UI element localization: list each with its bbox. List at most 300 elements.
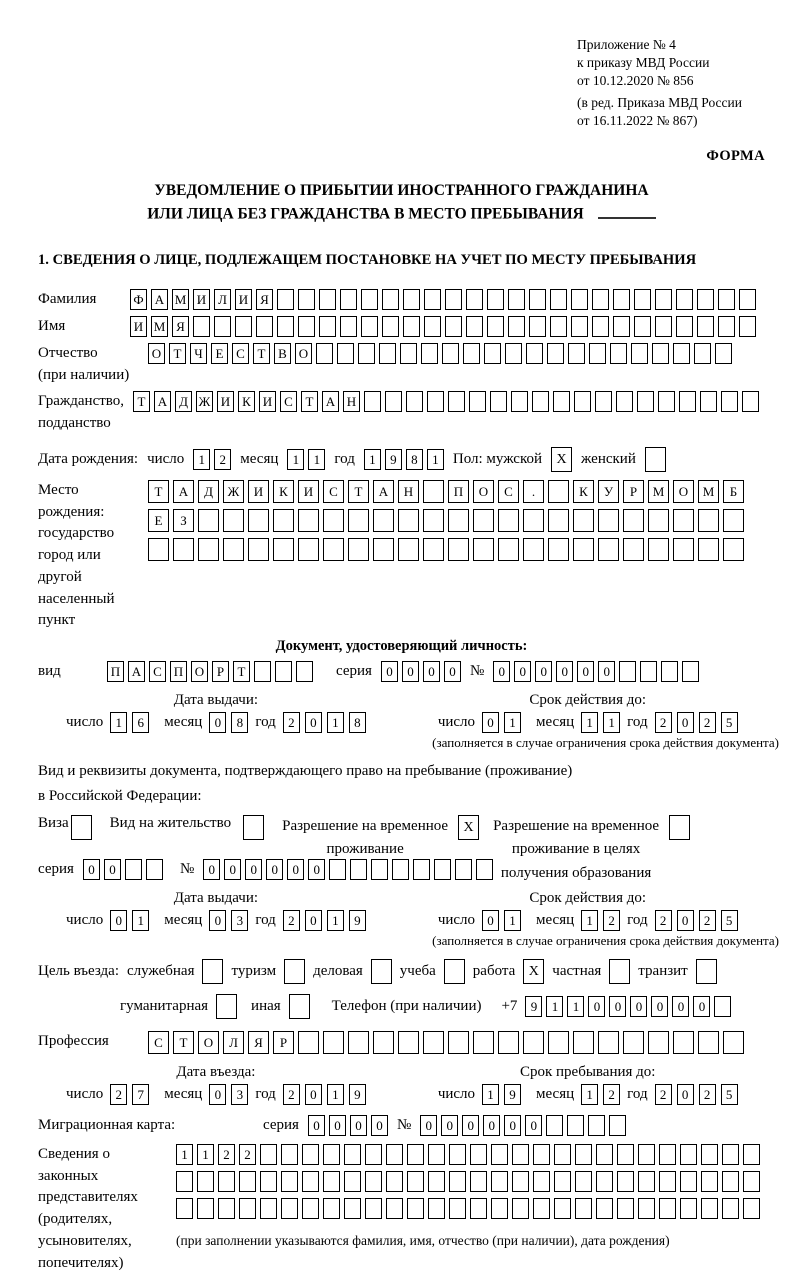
char-box[interactable]: 1 <box>504 712 521 733</box>
char-box[interactable]: 8 <box>406 449 423 470</box>
char-box[interactable] <box>298 538 319 561</box>
char-box[interactable] <box>358 343 375 364</box>
char-box[interactable] <box>613 316 630 337</box>
char-box[interactable]: Т <box>148 480 169 503</box>
char-box[interactable] <box>281 1198 298 1219</box>
char-box[interactable]: У <box>598 480 619 503</box>
char-box[interactable] <box>676 289 693 310</box>
char-box[interactable]: 0 <box>556 661 573 682</box>
char-box[interactable]: Ж <box>196 391 213 412</box>
char-box[interactable] <box>698 538 719 561</box>
char-box[interactable] <box>197 1198 214 1219</box>
char-box[interactable] <box>742 391 759 412</box>
char-box[interactable] <box>658 391 675 412</box>
char-box[interactable] <box>694 343 711 364</box>
char-box[interactable]: И <box>259 391 276 412</box>
char-box[interactable] <box>398 509 419 532</box>
char-box[interactable]: 8 <box>349 712 366 733</box>
char-box[interactable]: С <box>498 480 519 503</box>
char-box[interactable] <box>715 343 732 364</box>
char-box[interactable] <box>398 1031 419 1054</box>
char-box[interactable]: 0 <box>110 910 127 931</box>
char-box[interactable] <box>214 316 231 337</box>
char-box[interactable] <box>673 538 694 561</box>
char-box[interactable]: Я <box>172 316 189 337</box>
char-box[interactable] <box>239 1198 256 1219</box>
char-box[interactable]: М <box>648 480 669 503</box>
char-box[interactable] <box>739 289 756 310</box>
char-box[interactable] <box>256 316 273 337</box>
char-box[interactable] <box>273 509 294 532</box>
char-box[interactable]: 2 <box>699 712 716 733</box>
char-box[interactable]: 1 <box>110 712 127 733</box>
char-box[interactable] <box>473 509 494 532</box>
char-box[interactable] <box>546 1115 563 1136</box>
char-box[interactable]: Т <box>348 480 369 503</box>
char-box[interactable] <box>589 343 606 364</box>
char-box[interactable] <box>373 1031 394 1054</box>
char-box[interactable] <box>547 343 564 364</box>
char-box[interactable] <box>490 391 507 412</box>
char-box[interactable] <box>428 1171 445 1192</box>
char-box[interactable]: Л <box>223 1031 244 1054</box>
char-box[interactable]: 2 <box>603 910 620 931</box>
char-box[interactable] <box>239 1171 256 1192</box>
char-box[interactable]: 0 <box>441 1115 458 1136</box>
char-box[interactable] <box>631 343 648 364</box>
char-box[interactable] <box>673 343 690 364</box>
char-box[interactable] <box>344 1171 361 1192</box>
char-box[interactable] <box>526 343 543 364</box>
char-box[interactable] <box>198 509 219 532</box>
char-box[interactable] <box>698 1031 719 1054</box>
char-box[interactable] <box>616 391 633 412</box>
char-box[interactable]: 0 <box>482 910 499 931</box>
char-box[interactable] <box>463 343 480 364</box>
char-box[interactable]: 1 <box>427 449 444 470</box>
char-box[interactable]: 0 <box>308 859 325 880</box>
char-box[interactable]: 0 <box>83 859 100 880</box>
char-box[interactable]: Р <box>273 1031 294 1054</box>
char-box[interactable]: 0 <box>308 1115 325 1136</box>
char-box[interactable] <box>640 661 657 682</box>
char-box[interactable] <box>648 509 669 532</box>
char-box[interactable] <box>697 316 714 337</box>
char-box[interactable] <box>323 1171 340 1192</box>
char-box[interactable] <box>673 509 694 532</box>
char-box[interactable]: 3 <box>231 910 248 931</box>
char-box[interactable]: 0 <box>209 712 226 733</box>
purpose-work-checkbox[interactable]: X <box>523 959 544 984</box>
char-box[interactable] <box>403 316 420 337</box>
char-box[interactable] <box>623 1031 644 1054</box>
char-box[interactable]: Т <box>301 391 318 412</box>
char-box[interactable]: 0 <box>371 1115 388 1136</box>
char-box[interactable] <box>386 1144 403 1165</box>
trp-education-checkbox[interactable] <box>669 815 690 840</box>
char-box[interactable] <box>613 289 630 310</box>
char-box[interactable] <box>743 1144 760 1165</box>
char-box[interactable] <box>350 859 367 880</box>
purpose-official-checkbox[interactable] <box>202 959 223 984</box>
purpose-private-checkbox[interactable] <box>609 959 630 984</box>
char-box[interactable]: П <box>448 480 469 503</box>
char-box[interactable] <box>505 343 522 364</box>
char-box[interactable] <box>473 1031 494 1054</box>
char-box[interactable] <box>588 1115 605 1136</box>
char-box[interactable]: А <box>128 661 145 682</box>
char-box[interactable]: 0 <box>245 859 262 880</box>
char-box[interactable]: 2 <box>655 1084 672 1105</box>
char-box[interactable]: 2 <box>603 1084 620 1105</box>
char-box[interactable] <box>718 289 735 310</box>
char-box[interactable] <box>739 316 756 337</box>
char-box[interactable] <box>532 391 549 412</box>
char-box[interactable] <box>637 391 654 412</box>
char-box[interactable] <box>344 1144 361 1165</box>
char-box[interactable] <box>340 289 357 310</box>
char-box[interactable]: 0 <box>444 661 461 682</box>
char-box[interactable] <box>596 1144 613 1165</box>
char-box[interactable] <box>449 1198 466 1219</box>
char-box[interactable]: Ф <box>130 289 147 310</box>
char-box[interactable]: Т <box>133 391 150 412</box>
char-box[interactable] <box>445 316 462 337</box>
char-box[interactable]: К <box>273 480 294 503</box>
char-box[interactable] <box>553 391 570 412</box>
residence-permit-checkbox[interactable] <box>243 815 264 840</box>
char-box[interactable]: 0 <box>381 661 398 682</box>
char-box[interactable]: С <box>280 391 297 412</box>
char-box[interactable] <box>682 661 699 682</box>
char-box[interactable] <box>498 1031 519 1054</box>
char-box[interactable] <box>223 538 244 561</box>
char-box[interactable] <box>623 509 644 532</box>
char-box[interactable] <box>638 1198 655 1219</box>
char-box[interactable] <box>511 391 528 412</box>
char-box[interactable]: 2 <box>655 910 672 931</box>
char-box[interactable] <box>423 1031 444 1054</box>
char-box[interactable]: 0 <box>598 661 615 682</box>
char-box[interactable] <box>469 391 486 412</box>
char-box[interactable]: В <box>274 343 291 364</box>
char-box[interactable] <box>484 343 501 364</box>
char-box[interactable] <box>548 538 569 561</box>
char-box[interactable] <box>428 1144 445 1165</box>
char-box[interactable]: 0 <box>677 1084 694 1105</box>
purpose-study-checkbox[interactable] <box>444 959 465 984</box>
char-box[interactable]: 0 <box>209 910 226 931</box>
char-box[interactable]: С <box>232 343 249 364</box>
char-box[interactable] <box>407 1171 424 1192</box>
char-box[interactable]: А <box>151 289 168 310</box>
char-box[interactable] <box>423 538 444 561</box>
char-box[interactable] <box>260 1171 277 1192</box>
char-box[interactable]: О <box>473 480 494 503</box>
char-box[interactable]: 0 <box>672 996 689 1017</box>
char-box[interactable] <box>533 1198 550 1219</box>
char-box[interactable] <box>385 391 402 412</box>
char-box[interactable]: 0 <box>350 1115 367 1136</box>
char-box[interactable] <box>248 538 269 561</box>
char-box[interactable] <box>676 316 693 337</box>
char-box[interactable] <box>400 343 417 364</box>
char-box[interactable] <box>319 316 336 337</box>
char-box[interactable]: 9 <box>525 996 542 1017</box>
char-box[interactable]: 5 <box>721 712 738 733</box>
char-box[interactable] <box>529 316 546 337</box>
char-box[interactable] <box>424 289 441 310</box>
char-box[interactable]: 1 <box>308 449 325 470</box>
char-box[interactable] <box>319 289 336 310</box>
char-box[interactable] <box>323 1198 340 1219</box>
char-box[interactable] <box>445 289 462 310</box>
char-box[interactable]: 0 <box>677 910 694 931</box>
char-box[interactable]: 1 <box>581 910 598 931</box>
char-box[interactable] <box>281 1144 298 1165</box>
char-box[interactable]: 0 <box>305 1084 322 1105</box>
char-box[interactable]: О <box>295 343 312 364</box>
purpose-tourism-checkbox[interactable] <box>284 959 305 984</box>
char-box[interactable]: 1 <box>327 712 344 733</box>
char-box[interactable] <box>701 1171 718 1192</box>
char-box[interactable] <box>554 1144 571 1165</box>
char-box[interactable] <box>281 1171 298 1192</box>
char-box[interactable] <box>340 316 357 337</box>
char-box[interactable] <box>470 1198 487 1219</box>
char-box[interactable] <box>260 1144 277 1165</box>
char-box[interactable] <box>323 1144 340 1165</box>
char-box[interactable]: Я <box>248 1031 269 1054</box>
char-box[interactable] <box>298 1031 319 1054</box>
char-box[interactable]: Ч <box>190 343 207 364</box>
char-box[interactable] <box>491 1171 508 1192</box>
char-box[interactable] <box>371 859 388 880</box>
char-box[interactable] <box>329 859 346 880</box>
char-box[interactable] <box>512 1171 529 1192</box>
char-box[interactable]: Д <box>175 391 192 412</box>
char-box[interactable]: 2 <box>655 712 672 733</box>
char-box[interactable] <box>573 538 594 561</box>
char-box[interactable]: Р <box>623 480 644 503</box>
char-box[interactable]: 0 <box>423 661 440 682</box>
char-box[interactable]: Ж <box>223 480 244 503</box>
char-box[interactable] <box>610 343 627 364</box>
char-box[interactable] <box>701 1198 718 1219</box>
visa-checkbox[interactable] <box>71 815 92 840</box>
char-box[interactable] <box>533 1144 550 1165</box>
char-box[interactable] <box>638 1144 655 1165</box>
char-box[interactable] <box>617 1171 634 1192</box>
char-box[interactable] <box>652 343 669 364</box>
char-box[interactable] <box>634 289 651 310</box>
char-box[interactable]: О <box>191 661 208 682</box>
char-box[interactable] <box>407 1144 424 1165</box>
char-box[interactable]: 1 <box>364 449 381 470</box>
char-box[interactable] <box>701 1144 718 1165</box>
char-box[interactable]: 0 <box>651 996 668 1017</box>
char-box[interactable] <box>722 1198 739 1219</box>
char-box[interactable] <box>573 509 594 532</box>
char-box[interactable]: 1 <box>482 1084 499 1105</box>
char-box[interactable]: А <box>154 391 171 412</box>
char-box[interactable]: 0 <box>209 1084 226 1105</box>
char-box[interactable] <box>659 1144 676 1165</box>
char-box[interactable]: 2 <box>283 712 300 733</box>
char-box[interactable]: 0 <box>483 1115 500 1136</box>
char-box[interactable] <box>567 1115 584 1136</box>
char-box[interactable] <box>365 1171 382 1192</box>
char-box[interactable]: З <box>173 509 194 532</box>
char-box[interactable] <box>476 859 493 880</box>
char-box[interactable] <box>554 1198 571 1219</box>
char-box[interactable] <box>529 289 546 310</box>
char-box[interactable] <box>235 316 252 337</box>
char-box[interactable] <box>698 509 719 532</box>
char-box[interactable] <box>254 661 271 682</box>
char-box[interactable]: А <box>373 480 394 503</box>
char-box[interactable]: 7 <box>132 1084 149 1105</box>
char-box[interactable] <box>298 509 319 532</box>
char-box[interactable]: 9 <box>504 1084 521 1105</box>
char-box[interactable] <box>512 1198 529 1219</box>
char-box[interactable] <box>491 1144 508 1165</box>
char-box[interactable]: 0 <box>630 996 647 1017</box>
char-box[interactable] <box>442 343 459 364</box>
char-box[interactable]: Р <box>212 661 229 682</box>
purpose-business-checkbox[interactable] <box>371 959 392 984</box>
char-box[interactable] <box>548 1031 569 1054</box>
char-box[interactable] <box>680 1171 697 1192</box>
trp-checkbox[interactable]: X <box>458 815 479 840</box>
char-box[interactable] <box>364 391 381 412</box>
char-box[interactable] <box>302 1171 319 1192</box>
char-box[interactable] <box>449 1171 466 1192</box>
char-box[interactable]: К <box>238 391 255 412</box>
char-box[interactable] <box>617 1144 634 1165</box>
char-box[interactable] <box>273 538 294 561</box>
char-box[interactable]: 0 <box>577 661 594 682</box>
char-box[interactable]: Н <box>343 391 360 412</box>
char-box[interactable] <box>260 1198 277 1219</box>
char-box[interactable] <box>337 343 354 364</box>
char-box[interactable] <box>548 509 569 532</box>
char-box[interactable] <box>427 391 444 412</box>
char-box[interactable] <box>508 289 525 310</box>
char-box[interactable] <box>575 1171 592 1192</box>
char-box[interactable] <box>470 1171 487 1192</box>
char-box[interactable] <box>275 661 292 682</box>
char-box[interactable] <box>448 391 465 412</box>
char-box[interactable] <box>323 538 344 561</box>
char-box[interactable] <box>508 316 525 337</box>
char-box[interactable]: 0 <box>203 859 220 880</box>
char-box[interactable]: М <box>698 480 719 503</box>
char-box[interactable]: 6 <box>132 712 149 733</box>
char-box[interactable] <box>406 391 423 412</box>
char-box[interactable]: 0 <box>514 661 531 682</box>
char-box[interactable] <box>448 1031 469 1054</box>
char-box[interactable]: 0 <box>420 1115 437 1136</box>
char-box[interactable] <box>487 289 504 310</box>
char-box[interactable] <box>125 859 142 880</box>
char-box[interactable] <box>592 289 609 310</box>
char-box[interactable] <box>473 538 494 561</box>
char-box[interactable]: 9 <box>385 449 402 470</box>
char-box[interactable]: 0 <box>402 661 419 682</box>
char-box[interactable]: 1 <box>567 996 584 1017</box>
char-box[interactable]: 2 <box>110 1084 127 1105</box>
char-box[interactable] <box>386 1171 403 1192</box>
char-box[interactable] <box>448 538 469 561</box>
char-box[interactable]: 1 <box>197 1144 214 1165</box>
purpose-other-checkbox[interactable] <box>289 994 310 1019</box>
char-box[interactable]: П <box>170 661 187 682</box>
char-box[interactable]: О <box>148 343 165 364</box>
sex-male-checkbox[interactable]: X <box>551 447 572 472</box>
char-box[interactable] <box>598 509 619 532</box>
char-box[interactable]: 9 <box>349 910 366 931</box>
char-box[interactable]: 0 <box>329 1115 346 1136</box>
char-box[interactable] <box>277 289 294 310</box>
char-box[interactable] <box>592 316 609 337</box>
char-box[interactable]: Я <box>256 289 273 310</box>
char-box[interactable] <box>548 480 569 503</box>
char-box[interactable] <box>554 1171 571 1192</box>
char-box[interactable] <box>296 661 313 682</box>
char-box[interactable] <box>403 289 420 310</box>
char-box[interactable]: И <box>235 289 252 310</box>
char-box[interactable]: Т <box>233 661 250 682</box>
char-box[interactable] <box>434 859 451 880</box>
char-box[interactable] <box>619 661 636 682</box>
char-box[interactable] <box>392 859 409 880</box>
char-box[interactable] <box>512 1144 529 1165</box>
char-box[interactable] <box>574 391 591 412</box>
char-box[interactable] <box>598 538 619 561</box>
char-box[interactable] <box>700 391 717 412</box>
char-box[interactable] <box>743 1171 760 1192</box>
char-box[interactable]: 0 <box>462 1115 479 1136</box>
char-box[interactable] <box>498 538 519 561</box>
char-box[interactable] <box>298 316 315 337</box>
char-box[interactable]: Т <box>253 343 270 364</box>
char-box[interactable] <box>617 1198 634 1219</box>
char-box[interactable] <box>598 1031 619 1054</box>
char-box[interactable] <box>575 1198 592 1219</box>
char-box[interactable]: К <box>573 480 594 503</box>
char-box[interactable]: Н <box>398 480 419 503</box>
char-box[interactable]: А <box>173 480 194 503</box>
char-box[interactable]: 2 <box>218 1144 235 1165</box>
char-box[interactable] <box>407 1198 424 1219</box>
char-box[interactable] <box>659 1198 676 1219</box>
char-box[interactable]: И <box>248 480 269 503</box>
char-box[interactable] <box>575 1144 592 1165</box>
char-box[interactable] <box>659 1171 676 1192</box>
char-box[interactable] <box>523 1031 544 1054</box>
char-box[interactable] <box>550 289 567 310</box>
char-box[interactable]: 2 <box>699 910 716 931</box>
char-box[interactable]: 0 <box>677 712 694 733</box>
char-box[interactable] <box>609 1115 626 1136</box>
char-box[interactable] <box>382 316 399 337</box>
char-box[interactable]: 5 <box>721 1084 738 1105</box>
char-box[interactable]: 2 <box>283 910 300 931</box>
char-box[interactable] <box>596 1171 613 1192</box>
char-box[interactable] <box>571 289 588 310</box>
char-box[interactable]: 9 <box>349 1084 366 1105</box>
